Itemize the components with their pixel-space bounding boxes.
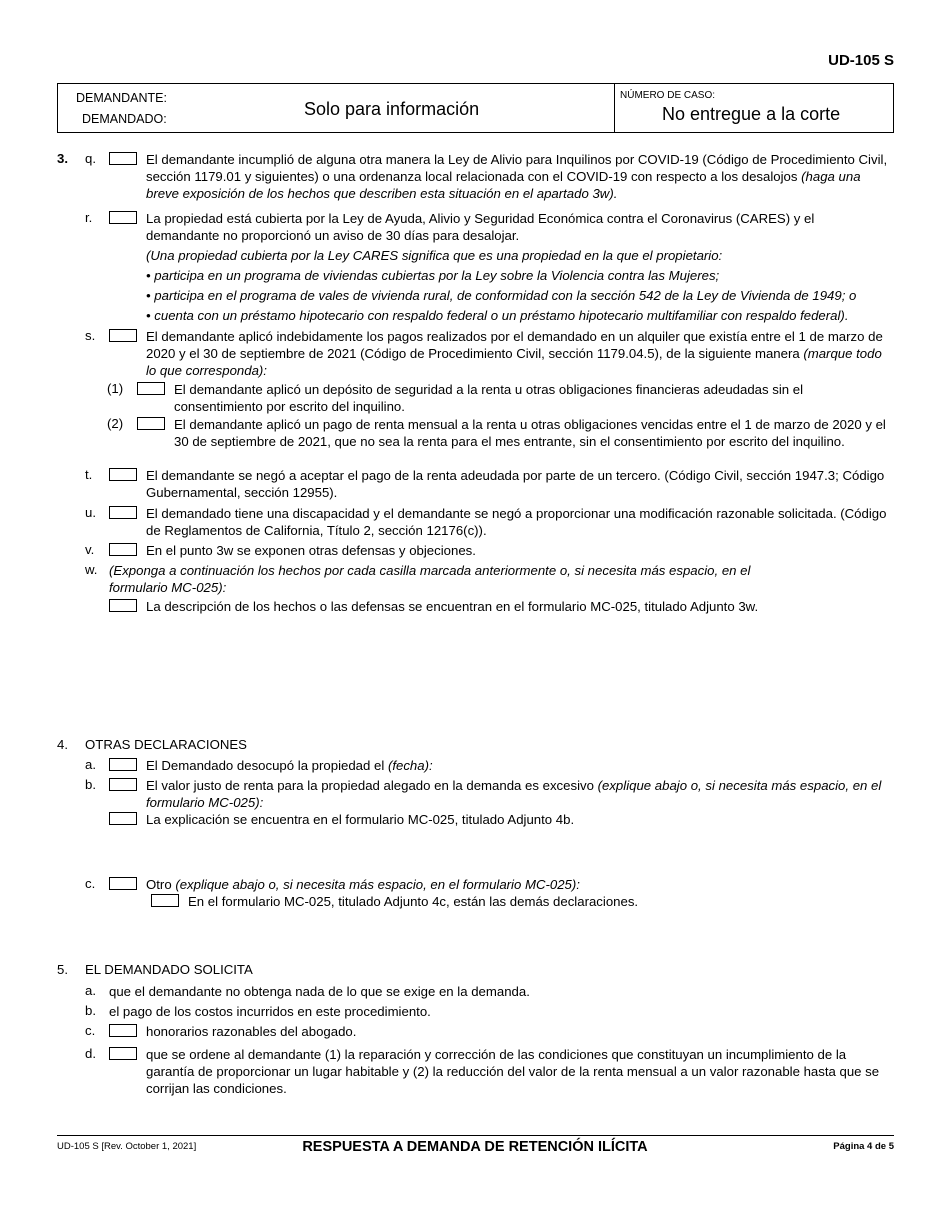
item-3s-1-text: El demandante aplicó un depósito de seguridad a la renta u otras obligaciones financieras adeudadas sin el consentimiento por escrito del inquilino. (174, 382, 804, 414)
item-3w-instructions: (Exponga a continuación los hechos por cada casilla marcada anteriormente o, si necesita más espacio, en el formulario MC-025): (109, 563, 751, 595)
section-4-number: 4. (57, 737, 68, 752)
item-3q-label: q. (85, 151, 96, 166)
defendant-label: DEMANDADO: (82, 112, 167, 126)
item-4b-label: b. (85, 777, 96, 792)
item-3s-2-text: El demandante aplicó un pago de renta mensual a la renta u otras obligaciones vencidas entre el 1 de marzo de 2020 y el 30 de septiembre de 2021, que no sea la renta para el mes entrante, sin el consentimiento por escrito del inquilino. (174, 417, 886, 449)
item-3v-text: En el punto 3w se exponen otras defensas y objeciones. (146, 543, 476, 558)
form-number: UD-105 S (828, 52, 894, 69)
item-5c-text: honorarios razonables del abogado. (146, 1024, 357, 1039)
item-3r-label: r. (85, 210, 93, 225)
footer-form-revision: UD-105 S [Rev. October 1, 2021] (57, 1141, 197, 1152)
item-3r-bullet-2: • participa en el programa de vales de vivienda rural, de conformidad con la sección 542 de la Ley de Vivienda de 1949; o (146, 288, 857, 303)
item-3t-checkbox[interactable] (109, 468, 137, 481)
item-4b-checkbox[interactable] (109, 778, 137, 791)
item-3s-text: El demandante aplicó indebidamente los pagos realizados por el demandado en un alquiler que existía entre el 1 de marzo de 2020 y el 30 de septiembre de 2021 (Código de Procedimiento Civil, sección 1179.04.5), de la siguiente manera (marque todo lo que corresponda): (146, 329, 883, 378)
item-4c-attachment-checkbox[interactable] (151, 894, 179, 907)
item-3u-checkbox[interactable] (109, 506, 137, 519)
item-3u-text: El demandado tiene una discapacidad y el demandante se negó a proporcionar una modificación razonable solicitada. (Código de Reglamentos de California, Título 2, sección 12176(c)). (146, 506, 887, 538)
item-3u-label: u. (85, 505, 96, 520)
item-4c-label: c. (85, 876, 96, 891)
case-number-value: No entregue a la corte (662, 104, 841, 124)
item-3q-checkbox[interactable] (109, 152, 137, 165)
item-3s-checkbox[interactable] (109, 329, 137, 342)
item-3w-attachment-checkbox[interactable] (109, 599, 137, 612)
item-3s-label: s. (85, 328, 96, 343)
item-4b-attachment-checkbox[interactable] (109, 812, 137, 825)
item-3r-bullet-1: • participa en un programa de viviendas cubiertas por la Ley sobre la Violencia contra las Mujeres; (146, 268, 720, 283)
footer-form-title: RESPUESTA A DEMANDA DE RETENCIÓN ILÍCITA (302, 1139, 648, 1155)
item-4a-label: a. (85, 757, 96, 772)
item-3q-text: El demandante incumplió de alguna otra manera la Ley de Alivio para Inquilinos por COVID-19 (Código de Procedimiento Civil, sección 1179.01 y siguientes) o una ordenanza local relacionada con el COVID-19 con respecto a los desalojos (haga una breve exposición de los hechos que describen esta situación en el apartado 3w). (146, 152, 888, 201)
item-3s-1-checkbox[interactable] (137, 382, 165, 395)
item-5d-text: que se ordene al demandante (1) la reparación y corrección de las condiciones que constituyan un incumplimiento de la garantía de proporcionar un lugar habitable y (2) la reducción del valor de la renta mensual a un valor razonable hasta que se corrijan las condiciones. (146, 1047, 880, 1096)
item-3r-text: La propiedad está cubierta por la Ley de Ayuda, Alivio y Seguridad Económica contra el Coronavirus (CARES) y el demandante no proporcionó un aviso de 30 días para desalojar. (146, 211, 815, 243)
item-3v-label: v. (85, 542, 95, 557)
caption-divider (614, 84, 615, 132)
caption-box (57, 83, 894, 133)
section-5-number: 5. (57, 962, 68, 977)
item-4c-checkbox[interactable] (109, 877, 137, 890)
footer-page-number: Página 4 de 5 (833, 1141, 894, 1152)
item-4c-text: Otro (explique abajo o, si necesita más espacio, en el formulario MC-025): (146, 877, 580, 892)
item-5c-checkbox[interactable] (109, 1024, 137, 1037)
plaintiff-label: DEMANDANTE: (76, 91, 167, 105)
item-3s-2-checkbox[interactable] (137, 417, 165, 430)
item-3w-attachment-text: La descripción de los hechos o las defensas se encuentran en el formulario MC-025, titulado Adjunto 3w. (146, 599, 759, 614)
item-4b-attachment-text: La explicación se encuentra en el formulario MC-025, titulado Adjunto 4b. (146, 812, 575, 827)
info-only-text: Solo para información (304, 99, 480, 119)
item-3t-label: t. (85, 467, 93, 482)
section-4-title: OTRAS DECLARACIONES (85, 737, 247, 752)
item-3r-checkbox[interactable] (109, 211, 137, 224)
item-5d-label: d. (85, 1046, 96, 1061)
item-5c-label: c. (85, 1023, 96, 1038)
item-3r-bullet-3: • cuenta con un préstamo hipotecario con respaldo federal o un préstamo hipotecario multifamiliar con respaldo federal). (146, 308, 849, 323)
item-3v-checkbox[interactable] (109, 543, 137, 556)
item-5a-text: que el demandante no obtenga nada de lo que se exige en la demanda. (109, 984, 530, 999)
item-4b-text: El valor justo de renta para la propiedad alegado en la demanda es excesivo (explique abajo o, si necesita más espacio, en el formulario MC-025): (146, 778, 882, 810)
case-number-label: NÚMERO DE CASO: (620, 90, 716, 101)
item-4a-text: El Demandado desocupó la propiedad el (fecha): (146, 758, 433, 773)
item-3w-label: w. (85, 562, 98, 577)
item-4a-checkbox[interactable] (109, 758, 137, 771)
item-5a-label: a. (85, 983, 96, 998)
item-3s-1-label: (1) (107, 381, 124, 396)
item-4c-attachment-text: En el formulario MC-025, titulado Adjunto 4c, están las demás declaraciones. (188, 894, 639, 909)
item-5b-label: b. (85, 1003, 96, 1018)
item-3r-note: (Una propiedad cubierta por la Ley CARES significa que es una propiedad en la que el propietario: (146, 248, 723, 263)
section-5-title: EL DEMANDADO SOLICITA (85, 962, 253, 977)
item-3t-text: El demandante se negó a aceptar el pago de la renta adeudada por parte de un tercero. (Código Civil, sección 1947.3; Código Gubernamental, sección 12955). (146, 468, 885, 500)
item-3s-2-label: (2) (107, 416, 124, 431)
section-3-number: 3. (57, 151, 68, 166)
footer-rule (57, 1135, 894, 1136)
item-5d-checkbox[interactable] (109, 1047, 137, 1060)
item-5b-text: el pago de los costos incurridos en este procedimiento. (109, 1004, 431, 1019)
